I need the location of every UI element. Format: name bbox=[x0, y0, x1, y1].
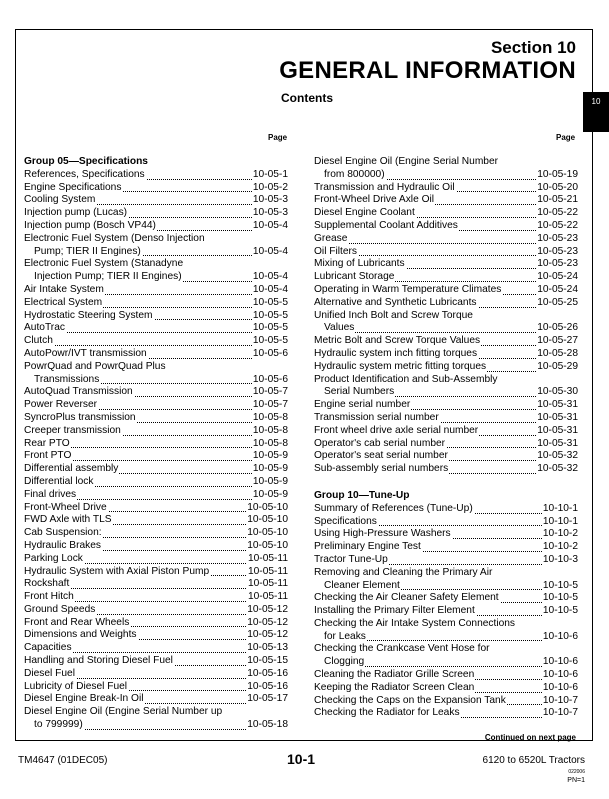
toc-entry-page: 10-05-8 bbox=[252, 424, 288, 436]
toc-entry bbox=[314, 592, 578, 605]
toc-entry bbox=[314, 605, 578, 618]
toc-entry bbox=[24, 207, 288, 220]
toc-entry-title: Front-Wheel Drive bbox=[24, 501, 107, 513]
toc-entry-continuation-line bbox=[314, 322, 578, 335]
toc-entry-page: 10-05-5 bbox=[252, 296, 288, 308]
toc-entry-page: 10-05-11 bbox=[247, 591, 288, 603]
toc-entry-page: 10-05-11 bbox=[247, 578, 288, 590]
toc-entry bbox=[24, 693, 288, 706]
toc-entry-page: 10-10-1 bbox=[542, 515, 578, 527]
print-code: 022006 bbox=[568, 769, 585, 775]
toc-entry-page: 10-05-23 bbox=[537, 258, 578, 270]
toc-entry bbox=[24, 335, 288, 348]
toc-entry-continuation-line bbox=[314, 580, 578, 593]
toc-entry-title: Operator's cab serial number bbox=[314, 437, 446, 449]
dot-leader bbox=[24, 345, 288, 346]
toc-entry bbox=[24, 463, 288, 476]
toc-entry-page: 10-10-6 bbox=[542, 656, 578, 668]
toc-entry-title: Hydraulic system metric fitting torques bbox=[314, 360, 487, 372]
toc-entry-title: Capacities bbox=[24, 642, 72, 654]
toc-entry-title: Lubricant Storage bbox=[314, 271, 395, 283]
toc-entry-page: 10-05-11 bbox=[247, 552, 288, 564]
toc-entry-list bbox=[314, 156, 578, 476]
toc-entry-page: 10-10-2 bbox=[542, 528, 578, 540]
toc-entry-title: Keeping the Radiator Screen Clean bbox=[314, 681, 475, 693]
toc-entry-title: SyncroPlus transmission bbox=[24, 411, 136, 423]
toc-entry bbox=[24, 578, 288, 591]
toc-entry-page: 10-05-9 bbox=[252, 475, 288, 487]
toc-entry-title: Checking the Caps on the Expansion Tank bbox=[314, 694, 506, 706]
toc-entry-page: 10-05-28 bbox=[537, 347, 578, 359]
toc-entry-title-continued: Cleaner Element bbox=[314, 580, 401, 591]
toc-entry-page: 10-05-32 bbox=[537, 463, 578, 475]
toc-entry-page: 10-10-1 bbox=[542, 502, 578, 514]
toc-entry-title: Electronic Fuel System (Stanadyne bbox=[24, 258, 184, 270]
toc-entry-title: Parking Lock bbox=[24, 552, 83, 564]
toc-entry-title: Front Hitch bbox=[24, 591, 74, 603]
toc-entry bbox=[24, 233, 288, 259]
toc-entry bbox=[314, 554, 578, 567]
toc-entry bbox=[24, 361, 288, 387]
section-tab: 10 bbox=[583, 92, 609, 132]
toc-entry-page: 10-05-27 bbox=[537, 335, 578, 347]
toc-entry-title-continued: to 799999) bbox=[24, 719, 84, 730]
toc-entry-page: 10-10-2 bbox=[542, 541, 578, 553]
toc-entry-title: Checking the Air Intake System Connections bbox=[314, 617, 516, 629]
toc-entry bbox=[314, 156, 578, 182]
section-number: Section 10 bbox=[490, 38, 576, 57]
toc-entry bbox=[24, 566, 288, 579]
toc-entry-title: Transmission and Hydraulic Oil bbox=[314, 181, 455, 193]
toc-entry-title: Electrical System bbox=[24, 296, 103, 308]
toc-entry-page: 10-05-10 bbox=[247, 501, 288, 513]
toc-entry-title: AutoTrac bbox=[24, 322, 65, 334]
toc-entry-page: 10-10-5 bbox=[542, 592, 578, 604]
page-column-label-left: Page bbox=[268, 133, 288, 142]
toc-entry-title: Cooling System bbox=[24, 194, 96, 206]
document-id: TM4647 (01DEC05) bbox=[18, 755, 108, 766]
toc-entry-title-continued: Pump; TIER II Engines) bbox=[24, 246, 142, 257]
toc-entry-title: Engine serial number bbox=[314, 399, 411, 411]
toc-entry bbox=[24, 258, 288, 284]
toc-entry-list bbox=[314, 503, 578, 721]
toc-entry-title-continued: for Leaks bbox=[314, 631, 367, 642]
toc-entry-page: 10-10-5 bbox=[542, 579, 578, 591]
toc-entry-page: 10-05-10 bbox=[247, 514, 288, 526]
model-range: 6120 to 6520L Tractors bbox=[482, 755, 585, 766]
toc-entry-continuation-line bbox=[24, 719, 288, 732]
toc-entry bbox=[314, 412, 578, 425]
toc-entry-title-continued: from 800000) bbox=[314, 169, 386, 180]
toc-entry bbox=[24, 591, 288, 604]
toc-entry-title: Handling and Storing Diesel Fuel bbox=[24, 655, 173, 667]
toc-entry-page: 10-10-5 bbox=[542, 605, 578, 617]
toc-entry-title: Checking the Crankcase Vent Hose for bbox=[314, 643, 490, 655]
toc-entry bbox=[314, 669, 578, 682]
toc-entry-title-continued: Clogging bbox=[314, 656, 365, 667]
toc-entry-page: 10-05-31 bbox=[537, 424, 578, 436]
toc-entry-title: Removing and Cleaning the Primary Air bbox=[314, 566, 493, 578]
toc-entry-page: 10-05-16 bbox=[247, 667, 288, 679]
toc-entry-page: 10-05-21 bbox=[537, 194, 578, 206]
toc-entry-title: Tractor Tune-Up bbox=[314, 553, 388, 565]
toc-entry-title-continued: Injection Pump; TIER II Engines) bbox=[24, 271, 183, 282]
toc-entry-title: PowrQuad and PowrQuad Plus bbox=[24, 360, 166, 372]
toc-entry-title: Checking the Radiator for Leaks bbox=[314, 707, 460, 719]
toc-entry-title: Cleaning the Radiator Grille Screen bbox=[314, 669, 475, 681]
toc-entry-title: Front wheel drive axle serial number bbox=[314, 424, 479, 436]
toc-entry bbox=[314, 425, 578, 438]
toc-entry-page: 10-05-22 bbox=[537, 207, 578, 219]
toc-entry-page: 10-05-24 bbox=[537, 271, 578, 283]
toc-entry bbox=[24, 629, 288, 642]
toc-entry-list bbox=[24, 169, 288, 732]
toc-entry-title-continued: Transmissions bbox=[24, 374, 100, 385]
toc-entry bbox=[24, 425, 288, 438]
toc-entry bbox=[24, 450, 288, 463]
toc-entry bbox=[314, 233, 578, 246]
toc-entry-continuation-line bbox=[314, 386, 578, 399]
toc-entry bbox=[314, 541, 578, 554]
toc-entry-title: Cab Suspension: bbox=[24, 527, 102, 539]
toc-entry-title-continued: Serial Numbers bbox=[314, 386, 395, 397]
toc-entry bbox=[314, 220, 578, 233]
toc-entry-title: Grease bbox=[314, 232, 348, 244]
toc-entry bbox=[24, 297, 288, 310]
toc-entry-page: 10-05-8 bbox=[252, 437, 288, 449]
toc-entry-page: 10-05-16 bbox=[247, 680, 288, 692]
toc-entry bbox=[314, 194, 578, 207]
toc-entry-title: Product Identification and Sub-Assembly bbox=[314, 373, 498, 385]
toc-entry bbox=[314, 707, 578, 720]
toc-entry-page: 10-05-6 bbox=[252, 347, 288, 359]
toc-entry-title: Installing the Primary Filter Element bbox=[314, 605, 475, 617]
toc-entry-title: Checking the Air Cleaner Safety Element bbox=[314, 592, 499, 604]
toc-entry-page: 10-05-9 bbox=[252, 463, 288, 475]
toc-entry bbox=[24, 604, 288, 617]
toc-entry-page: 10-05-26 bbox=[537, 322, 578, 334]
toc-entry bbox=[24, 284, 288, 297]
toc-entry bbox=[314, 182, 578, 195]
toc-entry bbox=[314, 284, 578, 297]
toc-entry-title: Hydraulic System with Axial Piston Pump bbox=[24, 565, 210, 577]
toc-entry bbox=[24, 476, 288, 489]
toc-entry-title: Unified Inch Bolt and Screw Torque bbox=[314, 309, 473, 321]
toc-entry-page: 10-05-12 bbox=[247, 616, 288, 628]
toc-entry bbox=[314, 695, 578, 708]
toc-entry-page: 10-05-19 bbox=[537, 168, 578, 180]
toc-entry bbox=[24, 194, 288, 207]
toc-entry-title: Alternative and Synthetic Lubricants bbox=[314, 296, 477, 308]
toc-entry-page: 10-10-7 bbox=[542, 694, 578, 706]
toc-entry-title: Rear PTO bbox=[24, 437, 70, 449]
toc-entry-page: 10-05-7 bbox=[252, 386, 288, 398]
toc-entry-page: 10-05-13 bbox=[247, 642, 288, 654]
toc-entry-title: Oil Filters bbox=[314, 245, 358, 257]
toc-entry-title: Supplemental Coolant Additives bbox=[314, 219, 458, 231]
toc-entry-title: Hydrostatic Steering System bbox=[24, 309, 153, 321]
toc-entry-title: Injection pump (Bosch VP44) bbox=[24, 219, 156, 231]
toc-entry-title: Dimensions and Weights bbox=[24, 629, 137, 641]
toc-entry-title: Lubricity of Diesel Fuel bbox=[24, 680, 128, 692]
toc-entry-page: 10-05-29 bbox=[537, 360, 578, 372]
toc-entry bbox=[24, 169, 288, 182]
toc-entry-page: 10-05-3 bbox=[252, 194, 288, 206]
toc-entry bbox=[24, 617, 288, 630]
toc-entry-title: Preliminary Engine Test bbox=[314, 541, 421, 553]
toc-entry bbox=[24, 655, 288, 668]
toc-entry bbox=[314, 246, 578, 259]
toc-entry-page: 10-05-6 bbox=[252, 373, 288, 385]
toc-entry-continuation-line bbox=[314, 169, 578, 182]
toc-entry-page: 10-05-5 bbox=[252, 309, 288, 321]
toc-entry-page: 10-05-5 bbox=[252, 322, 288, 334]
toc-entry-page: 10-05-2 bbox=[252, 181, 288, 193]
toc-entry bbox=[314, 348, 578, 361]
toc-entry-title-continued: Values bbox=[314, 322, 355, 333]
toc-entry-continuation-line bbox=[314, 631, 578, 644]
toc-entry-continuation-line bbox=[24, 271, 288, 284]
toc-entry-title: Specifications bbox=[314, 515, 377, 527]
toc-entry-title: Differential lock bbox=[24, 475, 94, 487]
toc-entry-title: Front PTO bbox=[24, 450, 72, 462]
toc-entry bbox=[24, 502, 288, 515]
toc-entry-page: 10-05-22 bbox=[537, 219, 578, 231]
toc-entry-page: 10-05-11 bbox=[247, 565, 288, 577]
toc-entry-page: 10-05-4 bbox=[252, 271, 288, 283]
toc-entry bbox=[314, 399, 578, 412]
toc-entry-title: Diesel Engine Coolant bbox=[314, 207, 415, 219]
toc-entry-title: AutoQuad Transmission bbox=[24, 386, 133, 398]
toc-entry-title: Operating in Warm Temperature Climates bbox=[314, 283, 502, 295]
toc-entry bbox=[314, 528, 578, 541]
toc-entry-title: Creeper transmission bbox=[24, 424, 121, 436]
toc-entry bbox=[314, 374, 578, 400]
toc-entry-page: 10-05-9 bbox=[252, 488, 288, 500]
toc-entry-page: 10-10-3 bbox=[542, 553, 578, 565]
toc-entry bbox=[24, 348, 288, 361]
toc-entry bbox=[314, 271, 578, 284]
toc-entry-title: Differential assembly bbox=[24, 463, 119, 475]
toc-entry bbox=[314, 207, 578, 220]
toc-entry-title: Diesel Engine Oil (Engine Serial Number bbox=[314, 156, 499, 167]
toc-entry-page: 10-05-10 bbox=[247, 539, 288, 551]
toc-entry bbox=[314, 463, 578, 476]
toc-entry-continuation-line bbox=[314, 656, 578, 669]
toc-entry-page: 10-05-9 bbox=[252, 450, 288, 462]
toc-entry-title: Front and Rear Wheels bbox=[24, 616, 130, 628]
toc-entry bbox=[24, 527, 288, 540]
toc-entry bbox=[314, 618, 578, 644]
toc-entry-page: 10-05-24 bbox=[537, 283, 578, 295]
toc-entry-page: 10-05-4 bbox=[252, 283, 288, 295]
toc-entry-title: Electronic Fuel System (Denso Injection bbox=[24, 232, 205, 244]
page-number: 10-1 bbox=[287, 751, 316, 767]
toc-entry-title: Final drives bbox=[24, 488, 77, 500]
toc-entry-title: Power Reverser bbox=[24, 399, 98, 411]
toc-entry bbox=[24, 412, 288, 425]
toc-entry-page: 10-05-4 bbox=[252, 245, 288, 257]
group-heading-specifications: Group 05—Specifications bbox=[24, 156, 148, 167]
toc-entry-title: Ground Speeds bbox=[24, 603, 96, 615]
toc-entry-page: 10-05-10 bbox=[247, 527, 288, 539]
toc-entry-title: Hydraulic Brakes bbox=[24, 539, 101, 551]
toc-entry bbox=[314, 643, 578, 669]
toc-entry-title: AutoPowr/IVT transmission bbox=[24, 347, 147, 359]
toc-entry-page: 10-05-3 bbox=[252, 207, 288, 219]
toc-entry-page: 10-10-7 bbox=[542, 707, 578, 719]
toc-entry-title: Front-Wheel Drive Axle Oil bbox=[314, 194, 435, 206]
toc-entry bbox=[314, 682, 578, 695]
toc-entry-page: 10-05-23 bbox=[537, 232, 578, 244]
toc-entry-page: 10-05-31 bbox=[537, 399, 578, 411]
toc-right-column bbox=[314, 156, 578, 720]
toc-entry bbox=[314, 438, 578, 451]
toc-entry-page: 10-05-32 bbox=[537, 450, 578, 462]
toc-entry-page: 10-05-18 bbox=[247, 719, 288, 731]
group-heading-tune-up: Group 10—Tune-Up bbox=[314, 489, 410, 501]
toc-entry-title: Rockshaft bbox=[24, 578, 70, 590]
toc-entry bbox=[24, 642, 288, 655]
toc-entry-page: 10-05-4 bbox=[252, 219, 288, 231]
toc-entry-title: Hydraulic system inch fitting torques bbox=[314, 347, 478, 359]
toc-entry-title: Diesel Engine Oil (Engine Serial Number up bbox=[24, 706, 223, 718]
toc-entry-title: Sub-assembly serial numbers bbox=[314, 463, 449, 475]
page-column-label-right: Page bbox=[556, 133, 576, 142]
toc-entry-page: 10-05-30 bbox=[537, 386, 578, 398]
toc-entry-title: Air Intake System bbox=[24, 283, 104, 295]
toc-entry-title: Clutch bbox=[24, 335, 53, 347]
toc-entry bbox=[24, 514, 288, 527]
toc-entry-page: 10-05-12 bbox=[247, 603, 288, 615]
toc-entry-page: 10-05-17 bbox=[247, 693, 288, 705]
contents-heading: Contents bbox=[281, 91, 333, 105]
toc-entry-page: 10-05-5 bbox=[252, 335, 288, 347]
toc-entry bbox=[24, 668, 288, 681]
toc-entry-page: 10-05-31 bbox=[537, 411, 578, 423]
toc-entry-page: 10-10-6 bbox=[542, 669, 578, 681]
toc-entry bbox=[314, 297, 578, 310]
toc-entry-page: 10-05-15 bbox=[247, 655, 288, 667]
toc-entry-page: 10-05-23 bbox=[537, 245, 578, 257]
toc-entry bbox=[24, 220, 288, 233]
toc-entry bbox=[24, 386, 288, 399]
toc-entry-page: 10-05-7 bbox=[252, 399, 288, 411]
toc-entry-title: Using High-Pressure Washers bbox=[314, 528, 451, 540]
toc-entry bbox=[314, 335, 578, 348]
toc-entry-title: Engine Specifications bbox=[24, 181, 122, 193]
page-title: GENERAL INFORMATION bbox=[279, 57, 576, 84]
toc-entry-title: Diesel Fuel bbox=[24, 667, 75, 679]
toc-entry bbox=[24, 489, 288, 502]
toc-entry-page: 10-05-20 bbox=[537, 181, 578, 193]
toc-entry bbox=[24, 706, 288, 732]
toc-entry-title: Mixing of Lubricants bbox=[314, 258, 405, 270]
toc-entry bbox=[314, 450, 578, 463]
toc-entry-page: 10-10-6 bbox=[542, 630, 578, 642]
toc-entry-page: 10-05-8 bbox=[252, 411, 288, 423]
toc-entry-page: 10-05-31 bbox=[537, 437, 578, 449]
toc-entry bbox=[314, 310, 578, 336]
toc-entry-title: Operator's seat serial number bbox=[314, 450, 448, 462]
toc-entry-title: Metric Bolt and Screw Torque Values bbox=[314, 335, 481, 347]
toc-entry-continuation-line bbox=[24, 374, 288, 387]
toc-entry-page: 10-05-1 bbox=[252, 168, 288, 180]
toc-entry-page: 10-05-12 bbox=[247, 629, 288, 641]
toc-entry bbox=[314, 567, 578, 593]
toc-entry bbox=[24, 310, 288, 323]
toc-entry-title: Injection pump (Lucas) bbox=[24, 207, 128, 219]
group-spacer bbox=[314, 476, 578, 490]
toc-entry-title: Diesel Engine Break-In Oil bbox=[24, 693, 144, 705]
toc-entry-title: FWD Axle with TLS bbox=[24, 514, 112, 526]
toc-entry bbox=[24, 540, 288, 553]
toc-entry-page: 10-10-6 bbox=[542, 681, 578, 693]
toc-entry bbox=[24, 438, 288, 451]
pn-number: PN=1 bbox=[567, 777, 585, 784]
toc-entry bbox=[314, 361, 578, 374]
toc-entry-title: References, Specifications bbox=[24, 168, 145, 180]
toc-entry bbox=[24, 182, 288, 195]
toc-entry-continuation-line bbox=[24, 246, 288, 259]
toc-entry bbox=[314, 258, 578, 271]
continued-note: Continued on next page bbox=[484, 733, 576, 742]
toc-entry bbox=[314, 516, 578, 529]
toc-entry bbox=[24, 322, 288, 335]
toc-entry-title: Summary of References (Tune-Up) bbox=[314, 502, 473, 514]
toc-entry-page: 10-05-25 bbox=[537, 296, 578, 308]
toc-entry-title: Transmission serial number bbox=[314, 411, 439, 423]
toc-left-column bbox=[24, 156, 288, 732]
toc-entry bbox=[24, 553, 288, 566]
toc-entry bbox=[314, 503, 578, 516]
toc-entry bbox=[24, 399, 288, 412]
toc-entry bbox=[24, 681, 288, 694]
